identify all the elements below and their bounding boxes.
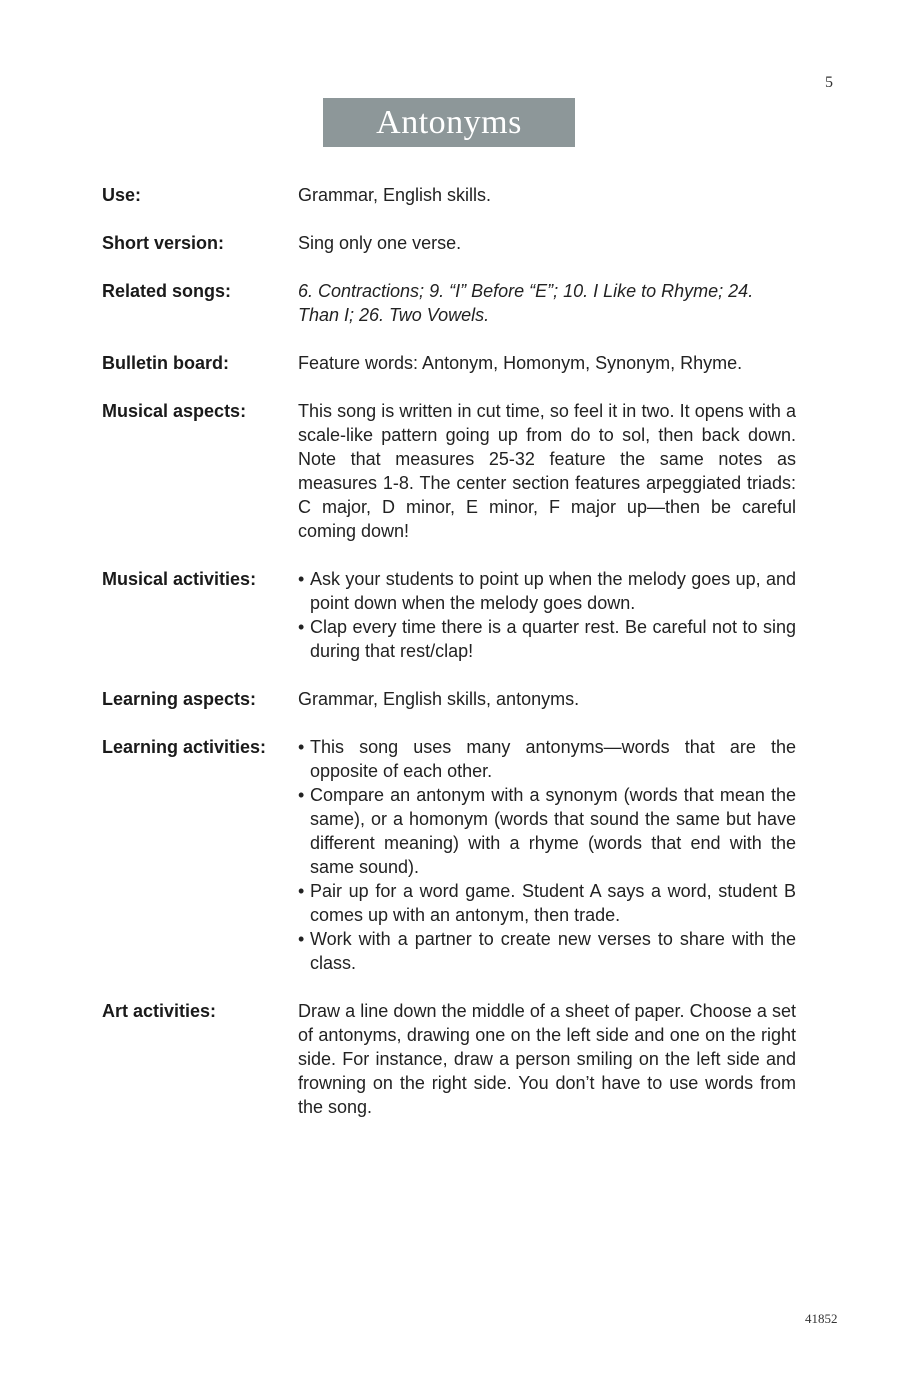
musical-aspects-value: This song is written in cut time, so feel it in two. It opens with a scale-like pattern going up from do to sol, then back down. Note that measures 25-32 feature the same notes as measures 1-8. The center section features arpeggiated triads: C major, D minor, E minor, F major up—then be careful coming down! [298,401,796,541]
catalog-number: 41852 [805,1311,838,1326]
row-use [102,183,802,207]
bulletin-board-value: Feature words: Antonym, Homonym, Synonym, Rhyme. [298,353,743,373]
list-item: • Work with a partner to create new verses to share with the class. [298,927,796,975]
learning-activities-value [298,735,796,975]
row-bulletin-board [102,351,802,375]
musical-activities-list [298,567,796,663]
learning-activities-list [298,735,796,975]
list-item: • Ask your students to point up when the melody goes up, and point down when the melody goes down. [298,567,796,615]
row-learning-aspects [102,687,802,711]
learning-aspects-label: Learning aspects: [102,689,257,709]
related-songs-label: Related songs: [102,281,232,301]
learning-activities-label: Learning activities: [102,737,267,757]
short-version-value: Sing only one verse. [298,233,462,253]
row-short-version [102,231,802,255]
musical-activities-label: Musical activities: [102,569,257,589]
musical-activities-value [298,567,796,663]
musical-aspects-label: Musical aspects: [102,401,247,421]
page-number: 5 [825,74,833,91]
art-activities-label: Art activities: [102,1001,217,1021]
title-banner [323,98,575,147]
use-label: Use: [102,185,142,205]
list-item: • Pair up for a word game. Student A says a word, student B comes up with an antonym, then trade. [298,879,796,927]
row-art-activities [102,999,802,1119]
row-related-songs [102,279,802,327]
art-activities-value: Draw a line down the middle of a sheet of paper. Choose a set of antonyms, drawing one on the left side and one on the right side. For instance, draw a person smiling on the left side and frowning on the right side. You don’t have to use words from the song. [298,1001,796,1117]
row-musical-activities [102,567,802,663]
related-songs-value: 6. Contractions; 9. “I” Before “E”; 10. I Like to Rhyme; 24. Than I; 26. Two Vowels. [298,281,754,325]
info-table [102,183,802,1143]
short-version-label: Short version: [102,233,225,253]
list-item: • Compare an antonym with a synonym (words that mean the same), or a homonym (words that sound the same but have different meaning) with a rhyme (words that end with the same sound). [298,783,796,879]
row-learning-activities [102,735,802,975]
list-item: • Clap every time there is a quarter rest. Be careful not to sing during that rest/clap! [298,615,796,663]
learning-aspects-value: Grammar, English skills, antonyms. [298,689,580,709]
page-title: Antonyms [376,103,522,141]
use-value: Grammar, English skills. [298,185,492,205]
bulletin-board-label: Bulletin board: [102,353,229,373]
row-musical-aspects [102,399,802,543]
list-item: • This song uses many antonyms—words that are the opposite of each other. [298,735,796,783]
